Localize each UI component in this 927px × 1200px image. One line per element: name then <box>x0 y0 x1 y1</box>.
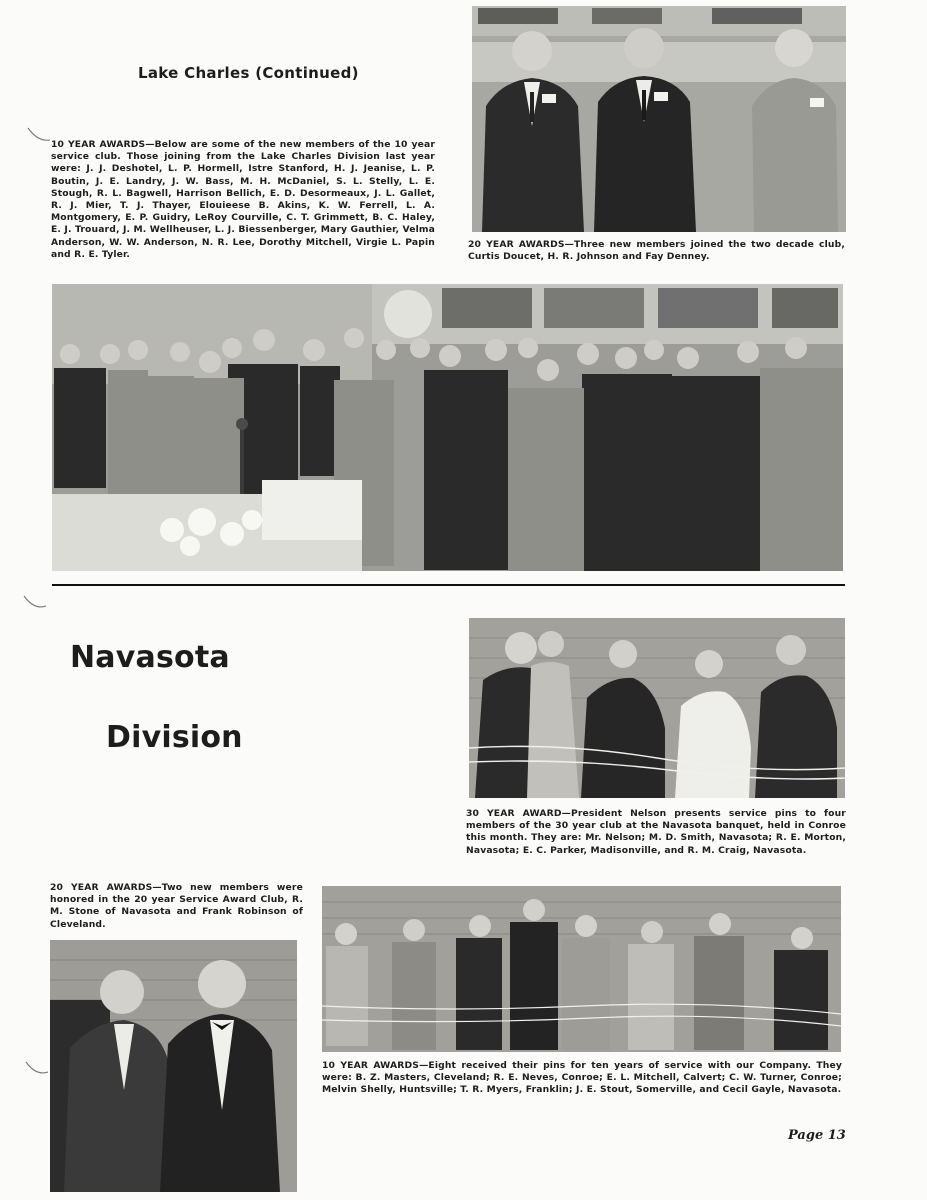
lake-charles-20-year-caption: 20 YEAR AWARDS—Three new members joined the two decade club, Curtis Doucet, H. R. Johnson and Fay Denney. <box>468 239 845 263</box>
section-divider <box>52 584 845 586</box>
twenty-year-awards-photo <box>472 6 846 232</box>
navasota-20-year-caption: 20 YEAR AWARDS—Two new members were honored in the 20 year Service Award Club, R. M. Stone of Navasota and Frank Robinson of Cleveland. <box>50 882 303 930</box>
ten-year-group-photo <box>52 284 843 571</box>
navasota-ten-year-photo <box>322 886 841 1052</box>
lake-charles-10-year-caption: 10 YEAR AWARDS—Below are some of the new members of the 10 year service club. Those joining from the Lake Charles Division last year were: J. J. Deshotel, L. P. Hormell, Istre Stanford, H. J. Jeanise, L. P. Boutin, J. E. Landry, J. W. Bass, M. H. McDaniel, S. L. Stelly, L. E. Stough, R. L. Bagwell, Harrison Bellich, E. D. Desormeaux, J. L. Gallet, R. J. Mier, T. J. Thayer, Elouieese B. Akins, K. W. Ferrell, L. A. Montgomery, E. P. Guidry, LeRoy Courville, C. T. Grimmett, B. C. Haley, E. J. Trouard, J. M. Wellheuser, L. J. Biessenberger, Mary Gauthier, Velma Anderson, W. W. Anderson, N. R. Lee, Dorothy Mitchell, Virgie L. Papin and R. E. Tyler. <box>51 139 436 260</box>
navasota-heading: Navasota <box>70 640 230 675</box>
division-heading: Division <box>106 720 243 755</box>
thirty-year-award-photo <box>469 618 845 798</box>
lake-charles-heading: Lake Charles (Continued) <box>138 64 359 82</box>
page-number: Page 13 <box>788 1128 846 1143</box>
navasota-twenty-year-photo <box>50 940 297 1192</box>
navasota-30-year-caption: 30 YEAR AWARD—President Nelson presents service pins to four members of the 30 year club at the Navasota banquet, held in Conroe this month. They are: Mr. Nelson; M. D. Smith, Navasota; R. E. Morton, Navasota; E. C. Parker, Madisonville, and R. M. Craig, Navasota. <box>466 808 846 856</box>
navasota-10-year-caption: 10 YEAR AWARDS—Eight received their pins for ten years of service with our Company. They were: B. Z. Masters, Cleveland; R. E. Neves, Conroe; E. L. Mitchell, Calvert; C. W. Turner, Conroe; Melvin Shelly, Huntsville; T. R. Myers, Franklin; J. E. Stout, Somerville, and Cecil Gayle, Navasota. <box>322 1060 842 1096</box>
